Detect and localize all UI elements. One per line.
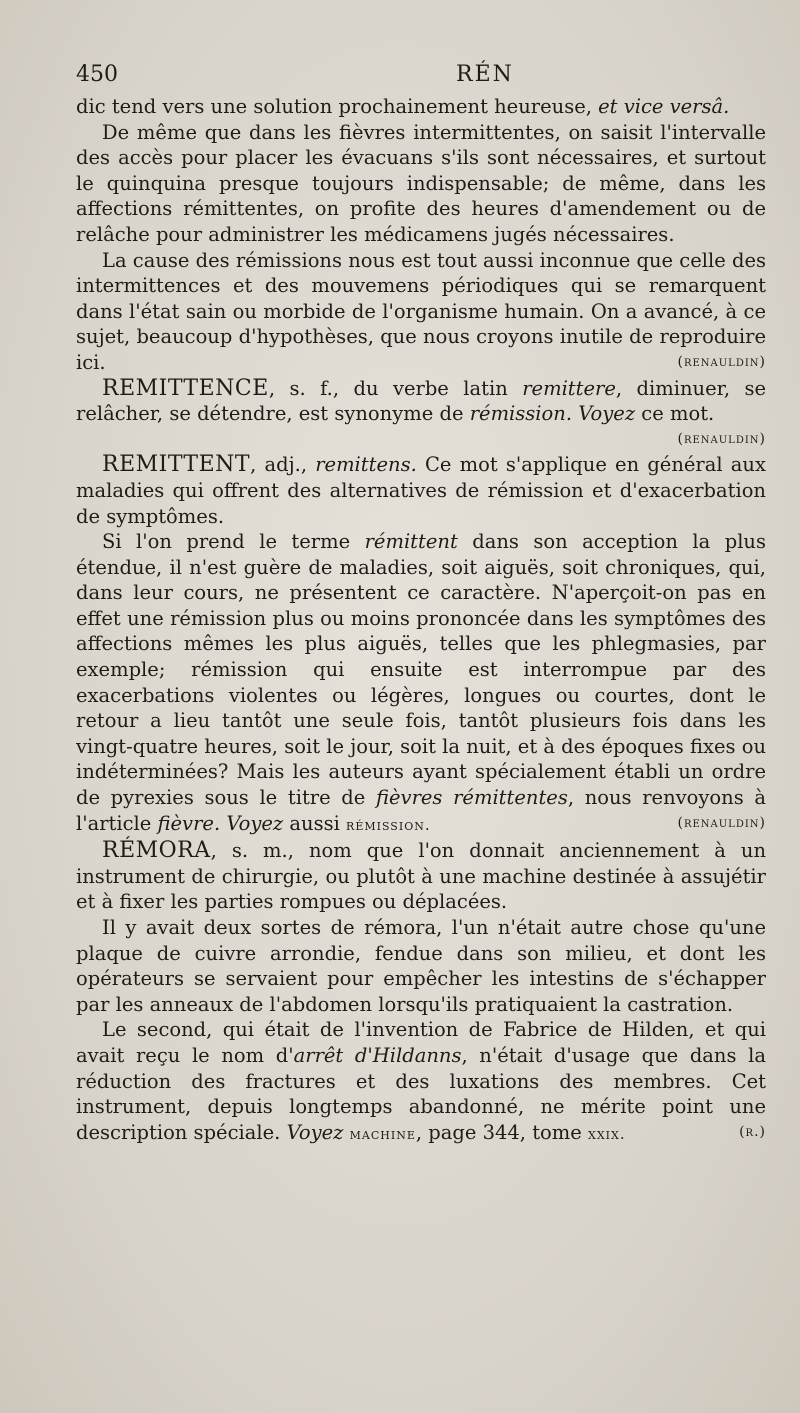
text-run: , s. f., du verbe latin xyxy=(268,376,523,400)
paragraph xyxy=(76,1017,766,1147)
volume-number: xxix. xyxy=(588,1124,626,1143)
entry-term: REMITTENT xyxy=(102,452,251,478)
text-run: ce mot. xyxy=(635,402,715,426)
paragraph xyxy=(76,94,766,120)
author-signature: (renauldin) xyxy=(677,430,766,447)
text-run: , nous renvoyons à l'article xyxy=(76,786,767,835)
italic-run: rémission. Voyez xyxy=(469,402,636,426)
text-run: , page 344, tome xyxy=(415,1120,589,1144)
entry-term: REMITTENCE xyxy=(102,375,269,401)
text-run: , diminuer, se relâcher, se détendre, est synonyme de xyxy=(76,376,766,426)
italic-run: Voyez xyxy=(286,1120,344,1144)
text-run: aussi xyxy=(283,811,347,835)
text-run: Le second, qui était de l'invention de Fabrice de Hilden, et qui avait reçu le nom d' xyxy=(76,1018,766,1067)
text-run: Si l'on prend le terme xyxy=(102,530,365,554)
italic-run: remittens. xyxy=(315,453,417,477)
text-run: dans son acception la plus étendue, il n'est guère de maladies, soit aiguës, soit chroniques, qui, dans leur cours, ne présentent ce caractère. N'aperçoit-on pas en effet une rémission plus ou moins prononcée dans les symptômes des affections mêmes les plus aiguës, telles que les phlegmasies, par exemple; rémission qui ensuite est interrompue par des exacerbations violentes ou légères, longues ou courtes, dont le retour a lieu tantôt une seule fois, tantôt plusieurs fois dans les vingt-quatre heures, soit le jour, soit la nuit, et à des époques fixes ou indéterminées? Mais les auteurs ayant spécialement établi un ordre de pyrexies sous le titre de xyxy=(76,530,767,810)
italic-run: et vice versâ. xyxy=(598,95,730,118)
paragraph xyxy=(76,248,766,376)
author-signature: (renauldin) xyxy=(677,353,766,370)
entry-remora xyxy=(76,838,766,915)
paragraph: De même que dans les fièvres intermittentes, on saisit l'intervalle des accès pour placer les évacuans s'ils sont nécessaires, et surtout le quinquina presque toujours indispensable; de même, dans les affections rémittentes, on profite des heures d'amendement ou de relâche pour administrer les médicamens jugés nécessaires. xyxy=(76,120,766,246)
text-run: La cause des rémissions nous est tout aussi inconnue que celle des intermittences et des mouvemens périodiques qui se remarquent dans l'état sain ou morbide de l'organisme humain. On a avancé, à ce sujet, beaucoup d'hypothèses, que nous croyons inutile de reproduire ici. xyxy=(76,248,766,374)
entry-term: RÉMORA xyxy=(102,838,211,864)
text-run: , s. m., nom que l'on donnait anciennement à un instrument de chirurgie, ou plutôt à une machine destinée à assujétir et à fixer les parties rompues ou déplacées. xyxy=(76,839,766,914)
cross-reference: machine xyxy=(349,1124,416,1143)
text-run: , n'était d'usage que dans la réduction des fractures et des luxations des membres. Cet instrument, depuis longtemps abandonné, ne mérite point une description spéciale. xyxy=(76,1043,766,1144)
page-number: 450 xyxy=(76,62,118,87)
paragraph xyxy=(76,529,766,838)
italic-run: fièvre. Voyez xyxy=(157,811,284,835)
text-run: dic tend vers une solution prochainement heureuse, xyxy=(76,95,599,118)
italic-run: remittere xyxy=(522,376,616,400)
page-header xyxy=(76,62,756,90)
author-signature: (renauldin) xyxy=(677,814,766,831)
entry-remittence xyxy=(76,375,766,447)
running-head: RÉN xyxy=(456,62,514,87)
cross-reference: rémission. xyxy=(346,815,431,834)
body-text xyxy=(76,94,766,1147)
author-signature: (r.) xyxy=(739,1123,766,1140)
paragraph: Il y avait deux sortes de rémora, l'un n'était autre chose qu'une plaque de cuivre arrondie, fendue dans son milieu, et dont les opérateurs se servaient pour empêcher les intestins de s'échapper par les anneaux de l'abdomen lorsqu'ils pratiquaient la castration. xyxy=(76,916,766,1016)
text-run: Ce mot s'applique en général aux maladies qui offrent des alternatives de rémission et d'exacerbation de symptômes. xyxy=(76,453,766,528)
entry-remittent xyxy=(76,452,766,529)
italic-run: fièvres rémittentes xyxy=(376,786,568,810)
italic-run: arrêt d'Hildanns xyxy=(293,1043,462,1067)
text-run: , adj., xyxy=(250,453,316,477)
italic-run: rémittent xyxy=(364,530,458,554)
